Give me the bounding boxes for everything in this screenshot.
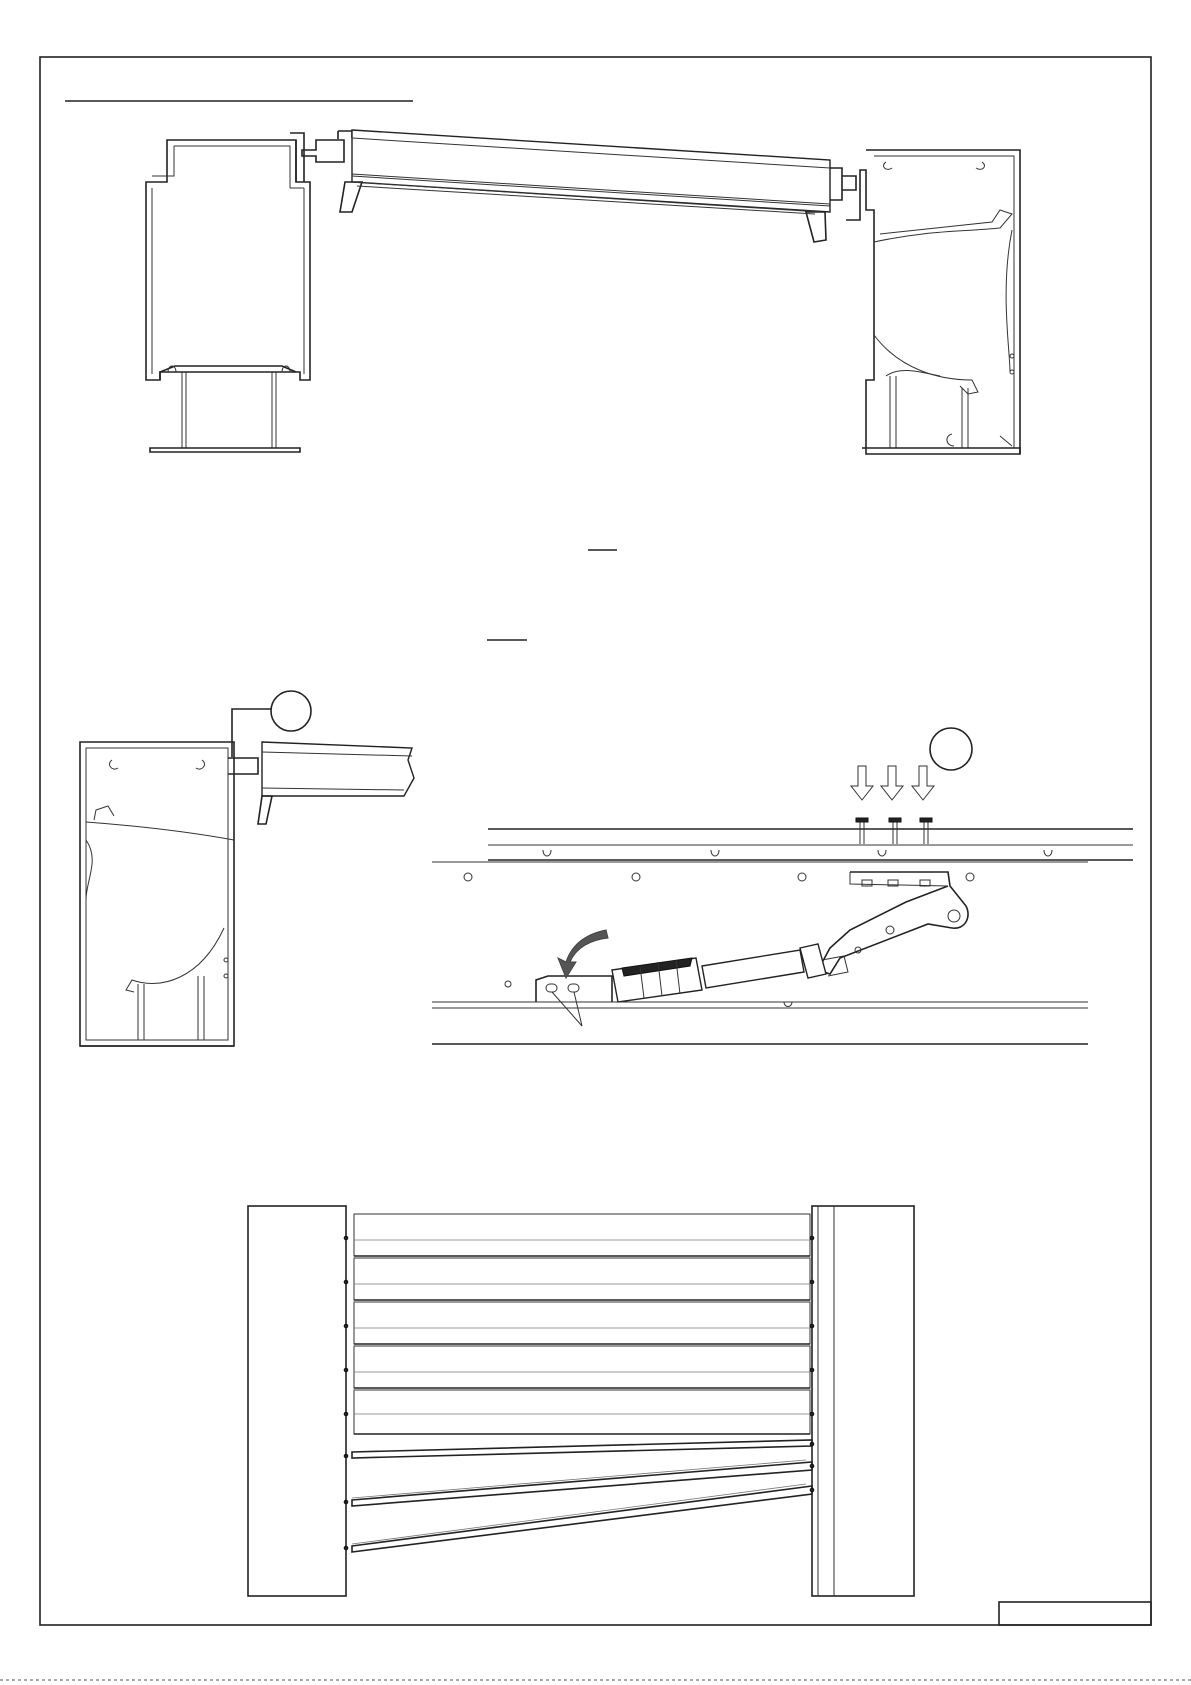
left-post (248, 1206, 346, 1596)
down-arrow-icon (881, 766, 903, 800)
actuator-view (432, 728, 1133, 1044)
detail-roller-tube (228, 742, 414, 824)
front-view (248, 1206, 914, 1596)
linear-actuator (612, 944, 848, 1002)
slot-leader-lines (552, 992, 582, 1026)
title-block (999, 1602, 1151, 1625)
bottom-rails (432, 1002, 1088, 1044)
detail-view (80, 691, 414, 1046)
down-arrow-icon (912, 766, 934, 800)
blade-rows-tilted (352, 1440, 812, 1552)
actuator-callout-circle (930, 728, 972, 770)
top-rails (432, 818, 1133, 862)
mounting-bracket (536, 976, 612, 1002)
top-view (146, 130, 1020, 454)
blade-rows-flat (354, 1214, 810, 1434)
detail-frame-profile (80, 742, 234, 1046)
down-arrow-icon (851, 766, 873, 800)
detail-callout-circle (271, 691, 311, 731)
rotate-arrow-icon (558, 930, 608, 978)
right-post (812, 1206, 914, 1596)
roller-tube (302, 130, 856, 242)
linkage-arm (818, 872, 968, 974)
left-frame-profile (146, 133, 310, 452)
press-arrows (851, 766, 934, 800)
right-frame-profile (846, 150, 1020, 454)
